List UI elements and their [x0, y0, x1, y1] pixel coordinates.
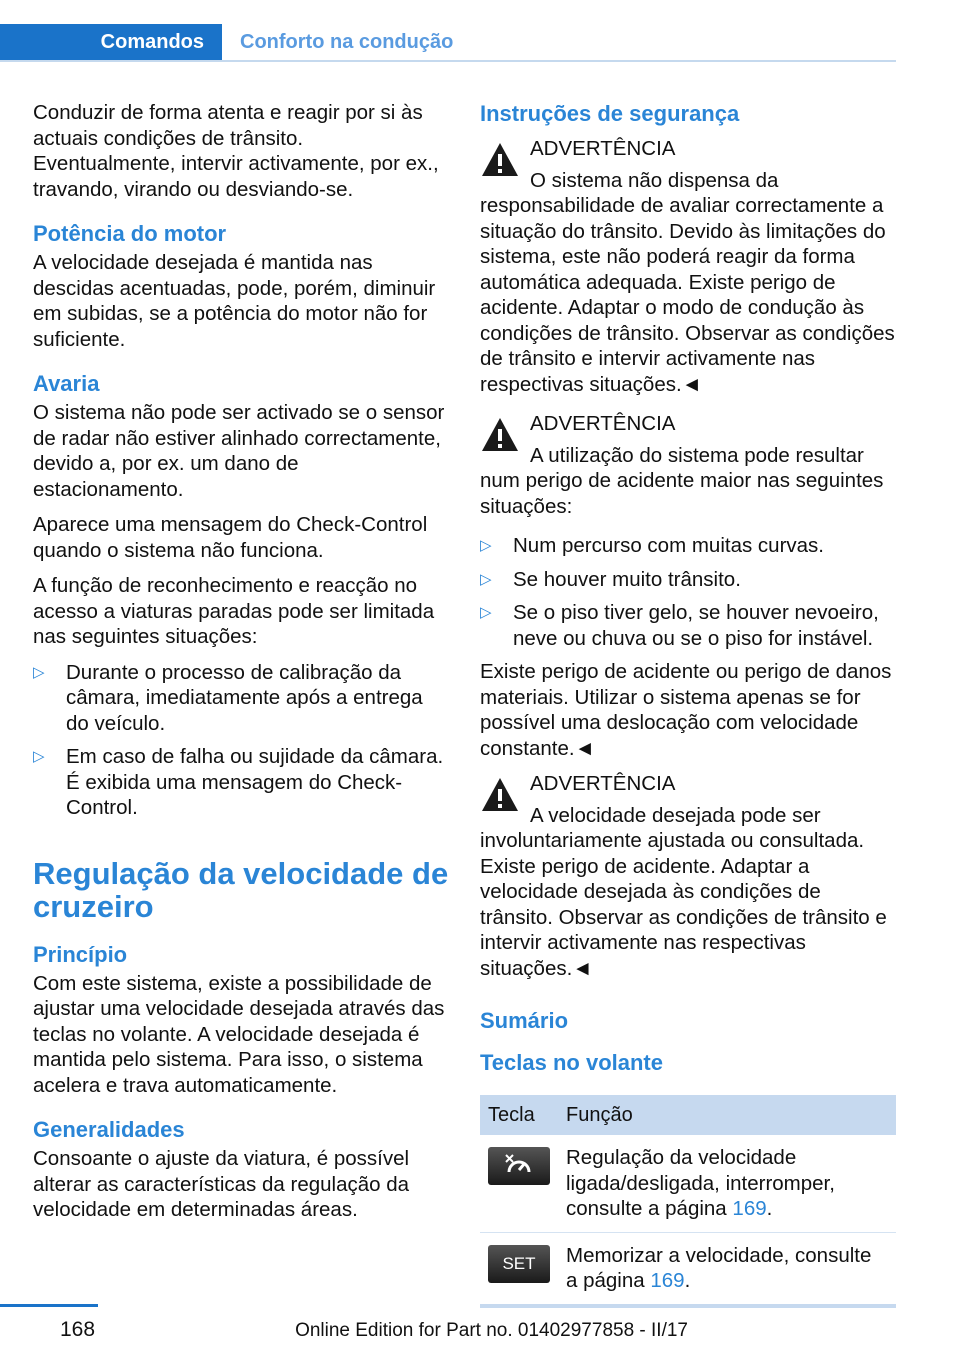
- general-heading: Generalidades: [33, 1117, 185, 1142]
- fault-list: [33, 660, 451, 821]
- bullet-triangle-icon: ▷: [480, 537, 492, 554]
- page-header: [0, 24, 896, 62]
- table-row: [480, 1232, 896, 1306]
- cruise-control-heading: Regulação da velocidade de cruzeiro: [33, 855, 449, 924]
- fault-paragraph-1: O sistema não pode ser activado se o sensor de radar não estiver alinhado correctamente, devido a, por ex. um dano de estacionamento.: [33, 401, 445, 501]
- principle-paragraph: Com este sistema, existe a possibilidade de ajustar uma velocidade desejada através das teclas no volante. A velocidade desejada é mantida pelo sistema. Para isso, o sistema acelera e trava automaticamente.: [33, 971, 445, 1097]
- warning-block-1: [480, 136, 896, 397]
- warning-text: A velocidade desejada pode ser involuntariamente ajustada ou consultada. Existe perigo de acidente. Adaptar a velocidade desejada às condições de trânsito. Observar as condições de trânsito e intervir activamente nas respectivas situações.◄: [480, 803, 887, 980]
- intro-paragraph: Conduzir de forma atenta e reagir por si às actuais condições de trânsito. Eventualmente, intervir activamente, por ex., travando, virando ou desviando-se.: [33, 101, 439, 201]
- list-item: ▷ Se o piso tiver gelo, se houver nevoeiro, neve ou chuva ou se o piso for instável.: [480, 601, 879, 650]
- warning-triangle-icon: [480, 415, 520, 455]
- key-cell: [480, 1135, 558, 1232]
- fault-paragraph-3: A função de reconhecimento e reacção no acesso a viaturas paradas pode ser limitada nas seguintes situações:: [33, 574, 435, 648]
- fault-heading: Avaria: [33, 371, 100, 396]
- warning-label: ADVERTÊNCIA: [530, 772, 676, 795]
- warning-2-followup: Existe perigo de acidente ou perigo de danos materiais. Utilizar o sistema apenas se for possível uma deslocação com velocidade constante.◄: [480, 660, 892, 760]
- list-item: ▷ Se houver muito trânsito.: [480, 567, 741, 591]
- steering-keys-heading: Teclas no volante: [480, 1050, 663, 1075]
- engine-heading: Potência do motor: [33, 221, 227, 246]
- fault-paragraph-2: Aparece uma mensagem do Check-Control quando o sistema não funciona.: [33, 513, 428, 562]
- bullet-triangle-icon: ▷: [33, 748, 45, 765]
- bullet-triangle-icon: ▷: [480, 570, 492, 588]
- general-paragraph: Consoante o ajuste da viatura, é possível alterar as características da regulação da velocidade em determinadas áreas.: [33, 1147, 410, 1221]
- page-link[interactable]: 169: [732, 1197, 767, 1220]
- right-column: [480, 100, 896, 1308]
- page-number: 168: [60, 1318, 96, 1341]
- warning-triangle-icon: [480, 140, 520, 180]
- warning-triangle-icon: [480, 775, 520, 815]
- list-item: ▷ Durante o processo de calibração da câmara, imediatamente após a entrega do veículo.: [33, 660, 423, 735]
- tab-conforto[interactable]: Conforto na condução: [240, 30, 454, 53]
- warning-block-2: [480, 411, 896, 519]
- warning-label: ADVERTÊNCIA: [530, 412, 676, 435]
- key-cell: [480, 1232, 558, 1306]
- list-item: ▷ Num percurso com muitas curvas.: [480, 534, 825, 557]
- warning-block-3: [480, 771, 896, 981]
- safety-heading: Instruções de segurança: [480, 101, 740, 126]
- function-cell: Regulação da velocidade ligada/desligada, interromper, consulte a página 169.: [558, 1135, 896, 1232]
- col-header-key: Tecla: [480, 1095, 558, 1135]
- principle-heading: Princípio: [33, 941, 128, 967]
- cruise-control-button-icon: [488, 1147, 550, 1185]
- header-divider: [0, 60, 896, 62]
- tab-comandos[interactable]: Comandos: [0, 24, 222, 60]
- warning-text: A utilização do sistema pode resultar num perigo de acidente maior nas seguintes situações:: [480, 443, 884, 518]
- bullet-triangle-icon: ▷: [33, 663, 45, 681]
- warning-2-list: [480, 533, 896, 651]
- bullet-triangle-icon: ▷: [480, 604, 492, 621]
- keys-table: [480, 1095, 896, 1308]
- function-cell: Memorizar a velocidade, consulte a página 169.: [558, 1232, 896, 1306]
- list-item: ▷ Em caso de falha ou sujidade da câmara. É exibida uma mensagem do Check-Control.: [33, 745, 444, 819]
- warning-label: ADVERTÊNCIA: [530, 137, 676, 160]
- engine-paragraph: A velocidade desejada é mantida nas descidas acentuadas, pode, porém, diminuir em subidas, se a potência do motor não for suficiente.: [33, 251, 436, 351]
- left-column: [33, 100, 451, 1233]
- summary-heading: Sumário: [480, 1008, 569, 1033]
- page-link[interactable]: 169: [650, 1269, 685, 1292]
- table-row: [480, 1135, 896, 1232]
- set-button-icon: SET: [488, 1245, 550, 1283]
- edition-footer: Online Edition for Part no. 01402977858 - II/17: [295, 1320, 688, 1341]
- table-header-row: [480, 1095, 896, 1135]
- col-header-function: Função: [558, 1095, 896, 1135]
- footer-divider: [0, 1304, 98, 1307]
- warning-text: O sistema não dispensa da responsabilidade de avaliar correctamente a situação do trânsito. Devido às limitações do sistema, este não poderá reagir da forma automática adequada. Existe perigo de acidente. Adaptar o modo de condução às condições de trânsito. Observar as condições de trânsito e intervir activamente nas respectivas situações.◄: [480, 168, 895, 396]
